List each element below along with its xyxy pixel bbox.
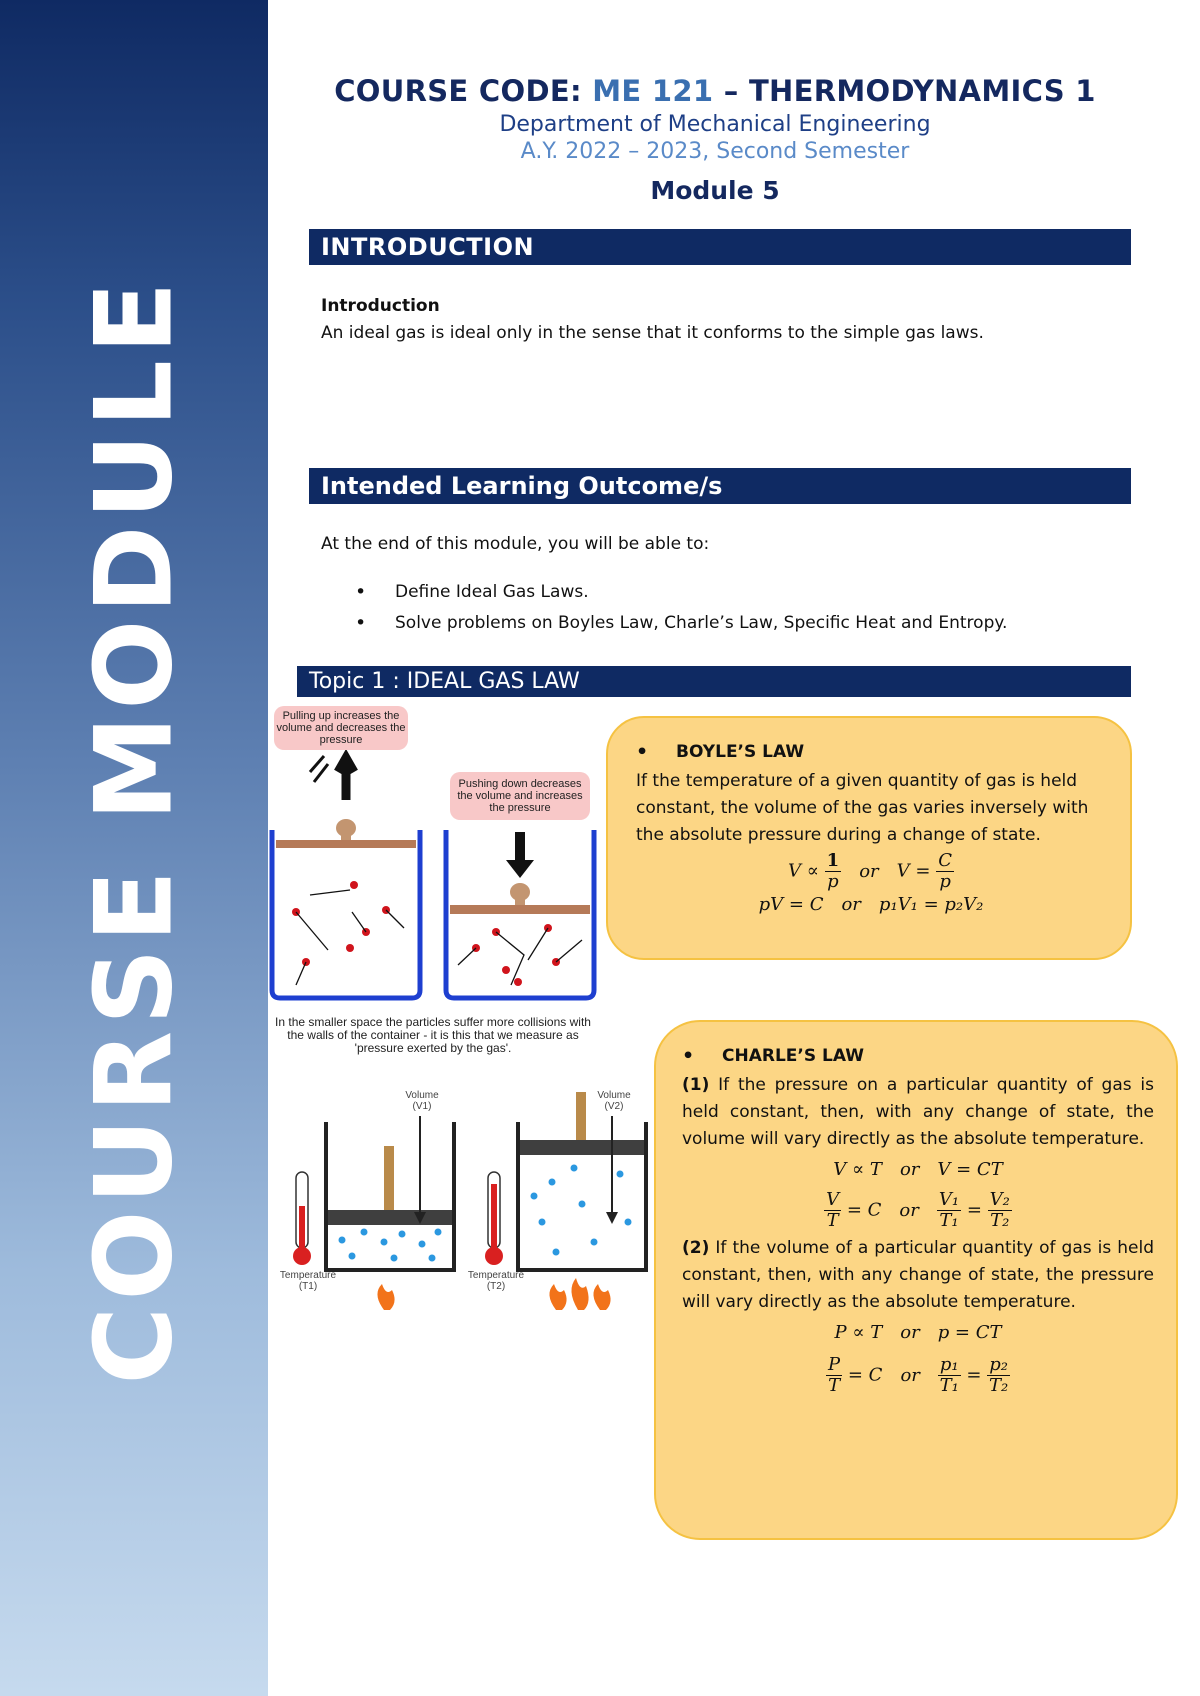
header [290,74,1140,205]
charles-equations-2 [682,1322,1154,1396]
fracA-rhs: = C [846,1199,882,1221]
or-text: or [900,1322,920,1343]
boyle-caption: In the smaller space the particles suffer more collisions with the walls of the container - it is this that we measure as 'pressure exerted by the gas'. [275,1015,591,1055]
fracA-num: V [826,1189,840,1210]
boyle-eq1-den: p [827,871,839,892]
fracA-den: T [826,1210,839,1231]
fracC-den: T [828,1375,841,1396]
or-text: or [841,894,861,915]
fracC-rhs: = C [847,1364,883,1386]
fracD1-num: p₁ [939,1354,959,1375]
volume-2-label: Volume (V2) [597,1090,631,1112]
boyle-eq2-num: C [938,850,952,871]
eq-sign: = [966,1364,982,1386]
boyle-eq4: p₁V₁ = p₂V₂ [878,894,984,915]
fracB2-num: V₂ [989,1189,1010,1210]
department: Department of Mechanical Engineering [499,112,931,137]
sidebar [0,0,268,1696]
fracD1-den: T₁ [939,1375,959,1396]
or-text: or [859,861,879,882]
course-name: – THERMODYNAMICS 1 [713,74,1096,108]
charles-law-title: • CHARLE’S LAW [682,1046,1154,1066]
charles-part-1-text: If the pressure on a particular quantity of gas is held constant, then, with any change of state, the volume will vary directly as the absolute temperature. [682,1075,1154,1149]
fracC-num: P [828,1354,841,1375]
introduction-heading: Introduction [321,296,440,316]
list-item: • Solve problems on Boyles Law, Charle’s Law, Specific Heat and Entropy. [355,613,1007,633]
course-prefix: COURSE CODE: [334,74,593,108]
course-code: ME 121 [592,74,714,108]
charles-part-2 [682,1235,1154,1316]
course-title [290,74,1140,108]
temperature-1-label: Temperature (T1) [279,1270,337,1292]
list-item: • Define Ideal Gas Laws. [355,582,1007,602]
charles-equations-1 [682,1159,1154,1231]
callout-push: Pushing down decreases the volume and increases the pressure [450,772,590,820]
charles-part-2-text: If the volume of a particular quantity of gas is held constant, then, with any change of state, the pressure will vary directly as the absolute temperature. [682,1238,1154,1312]
charles-law-box [654,1020,1178,1540]
ilo-list [355,582,1007,644]
ilo-lead: At the end of this module, you will be able to: [321,534,710,554]
boyles-law-title: • BOYLE’S LAW [636,742,1106,762]
boyle-particles [266,700,606,1050]
fracB1-num: V₁ [938,1189,960,1210]
or-text: or [899,1200,919,1221]
module-title: Module 5 [650,176,780,205]
charles-eqC: P ∝ T [834,1322,883,1343]
volume-1-label: Volume (V1) [405,1090,439,1112]
fracD2-num: p₂ [989,1354,1008,1375]
boyle-eq2: V = [896,860,931,882]
or-text: or [899,1159,920,1180]
boyles-law-box [606,716,1132,960]
boyle-eq3: pV = C [758,894,824,915]
boyle-diagram [266,700,606,1055]
charles-diagram [272,1072,652,1312]
charles-eqA: V ∝ T [833,1159,882,1180]
charles-eqD: p = CT [937,1322,1002,1343]
boyles-law-text: If the temperature of a given quantity of gas is held constant, the volume of the gas varies inversely with the absolute pressure during a change of state. [636,771,1089,845]
fracD2-den: T₂ [988,1375,1009,1396]
ilo-bar: Intended Learning Outcome/s [309,468,1131,504]
or-text: or [900,1365,920,1386]
temperature-2-label: Temperature (T2) [467,1270,525,1292]
sidebar-title: COURSE MODULE [72,275,196,1385]
charles-part-2-label: (2) [682,1238,710,1258]
charles-part-1 [682,1072,1154,1153]
charles-eqB: V = CT [937,1159,1003,1180]
eq-sign: = [966,1199,982,1221]
fracB1-den: T₁ [939,1210,959,1231]
boyle-eq2-den: p [939,871,951,892]
boyle-eq1: V ∝ [788,860,819,882]
boyles-law-equations [636,851,1106,915]
callout-pull: Pulling up increases the volume and decreases the pressure [274,706,408,750]
fracB2-den: T₂ [990,1210,1010,1231]
semester: A.Y. 2022 – 2023, Second Semester [520,139,910,164]
introduction-bar: INTRODUCTION [309,229,1131,265]
charles-part-1-label: (1) [682,1075,710,1095]
boyle-eq1-num: 1 [826,850,840,871]
topic-bar: Topic 1 : IDEAL GAS LAW [297,666,1131,697]
introduction-text: An ideal gas is ideal only in the sense that it conforms to the simple gas laws. [321,323,984,343]
